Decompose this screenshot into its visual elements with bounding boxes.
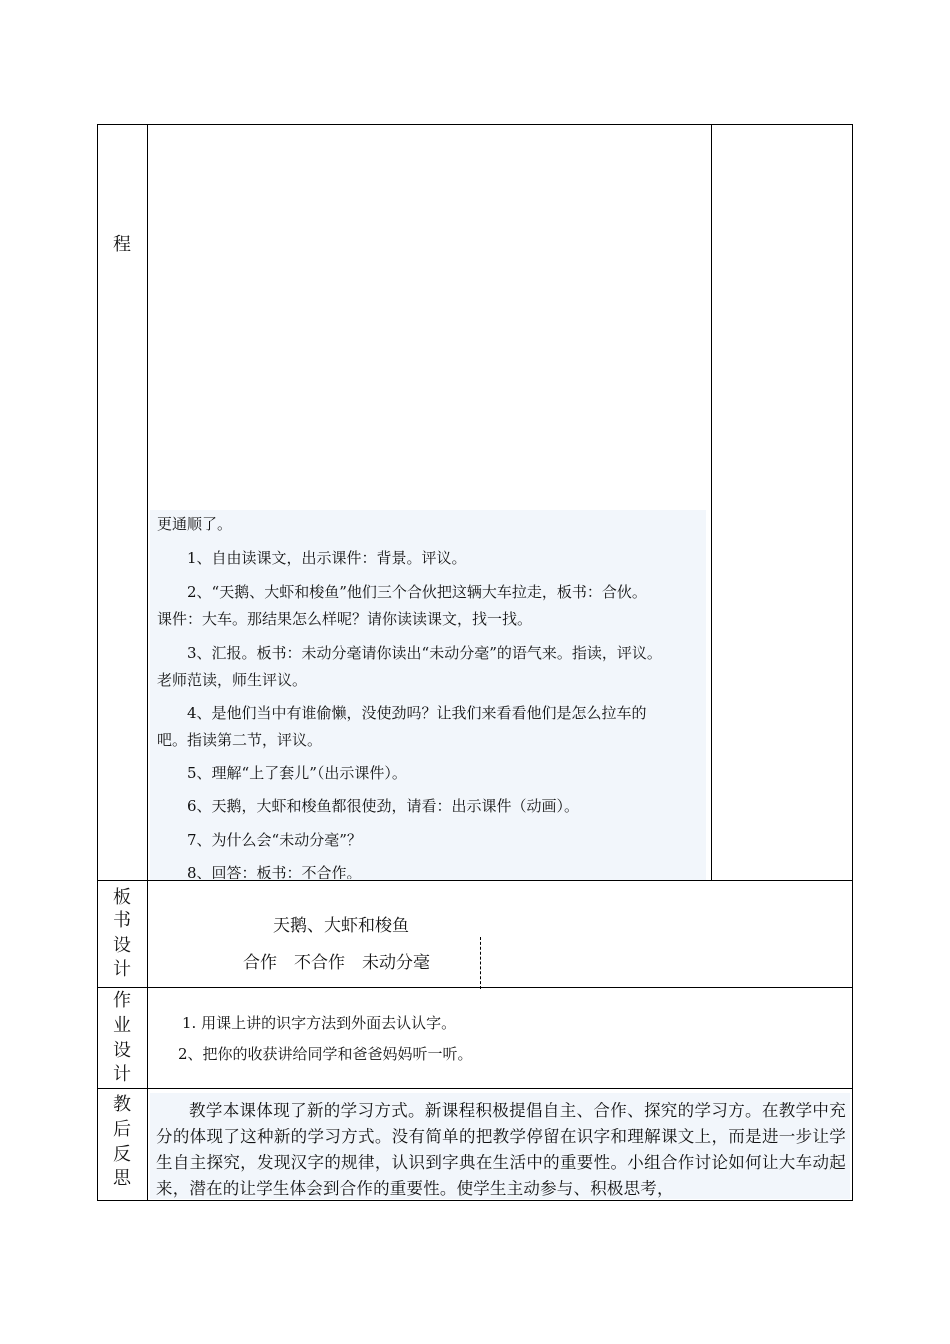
homework-label-char: 作 (113, 990, 131, 1011)
process-line-0: 更通顺了。 (157, 515, 233, 533)
reflection-label-char: 反 (113, 1144, 131, 1165)
row-divider-1 (97, 880, 853, 881)
homework-label-char: 业 (113, 1015, 131, 1036)
board-words: 合作 不合作 未动分毫 (243, 953, 430, 973)
process-line-9: 6、天鹅，大虾和梭鱼都很使劲，请看：出示课件（动画）。 (157, 797, 580, 815)
process-line-3: 课件：大车。那结果怎么样呢？请你读读课文，找一找。 (157, 610, 533, 628)
table-border-top (97, 124, 853, 125)
process-line-7: 吧。指读第二节，评议。 (157, 731, 323, 749)
board-label-char: 计 (113, 959, 131, 980)
board-label-char: 设 (113, 935, 131, 956)
homework-label-char: 计 (113, 1064, 131, 1085)
process-line-8: 5、理解“上了套儿”（出示课件）。 (157, 764, 407, 782)
reflection-label-char: 教 (113, 1094, 131, 1115)
homework-item-1: 1. 用课上讲的识字方法到外面去认认字。 (182, 1014, 457, 1032)
process-line-10: 7、为什么会“未动分毫”？ (157, 831, 362, 849)
notes-column-divider (711, 124, 712, 880)
label-column-divider (147, 124, 148, 1201)
row-divider-2 (97, 987, 853, 988)
board-label-char: 板 (113, 887, 131, 908)
table-border-right (852, 124, 853, 1201)
process-row-label: 程 (113, 234, 131, 255)
board-label-char: 书 (113, 910, 131, 931)
homework-label-char: 设 (113, 1040, 131, 1061)
process-line-11: 8、回答：板书：不合作。 (157, 864, 362, 879)
row-divider-3 (97, 1088, 853, 1089)
board-dashed-divider (480, 937, 481, 989)
reflection-label-char: 后 (113, 1119, 131, 1140)
process-line-4: 3、汇报。板书：未动分毫请你读出“未动分毫”的语气来。指读，评议。 (157, 644, 662, 662)
board-title: 天鹅、大虾和梭鱼 (273, 916, 409, 936)
process-line-2: 2、“天鹅、大虾和梭鱼”他们三个合伙把这辆大车拉走，板书：合伙。 (157, 583, 647, 601)
reflection-label-char: 思 (113, 1168, 131, 1189)
process-line-1: 1、自由读课文，出示课件：背景。评议。 (157, 549, 467, 567)
homework-item-2: 2、把你的收获讲给同学和爸爸妈妈听一听。 (178, 1045, 473, 1063)
process-line-5: 老师范读，师生评议。 (157, 671, 308, 689)
reflection-text: 教学本课体现了新的学习方式。新课程积极提倡自主、合作、探究的学习方。在教学中充分的体现了这种新的学习方式。没有简单的把教学停留在识字和理解课文上，而是进一步让学生自主探究，发现汉字的规律，认识到字典在生活中的重要性。小组合作讨论如何让大车动起来，潜在的让学生体会到合作的重要性。使学生主动参与、积极思考， (156, 1101, 846, 1198)
process-line-6: 4、是他们当中有谁偷懒，没使劲吗？让我们来看看他们是怎么拉车的 (157, 704, 647, 722)
